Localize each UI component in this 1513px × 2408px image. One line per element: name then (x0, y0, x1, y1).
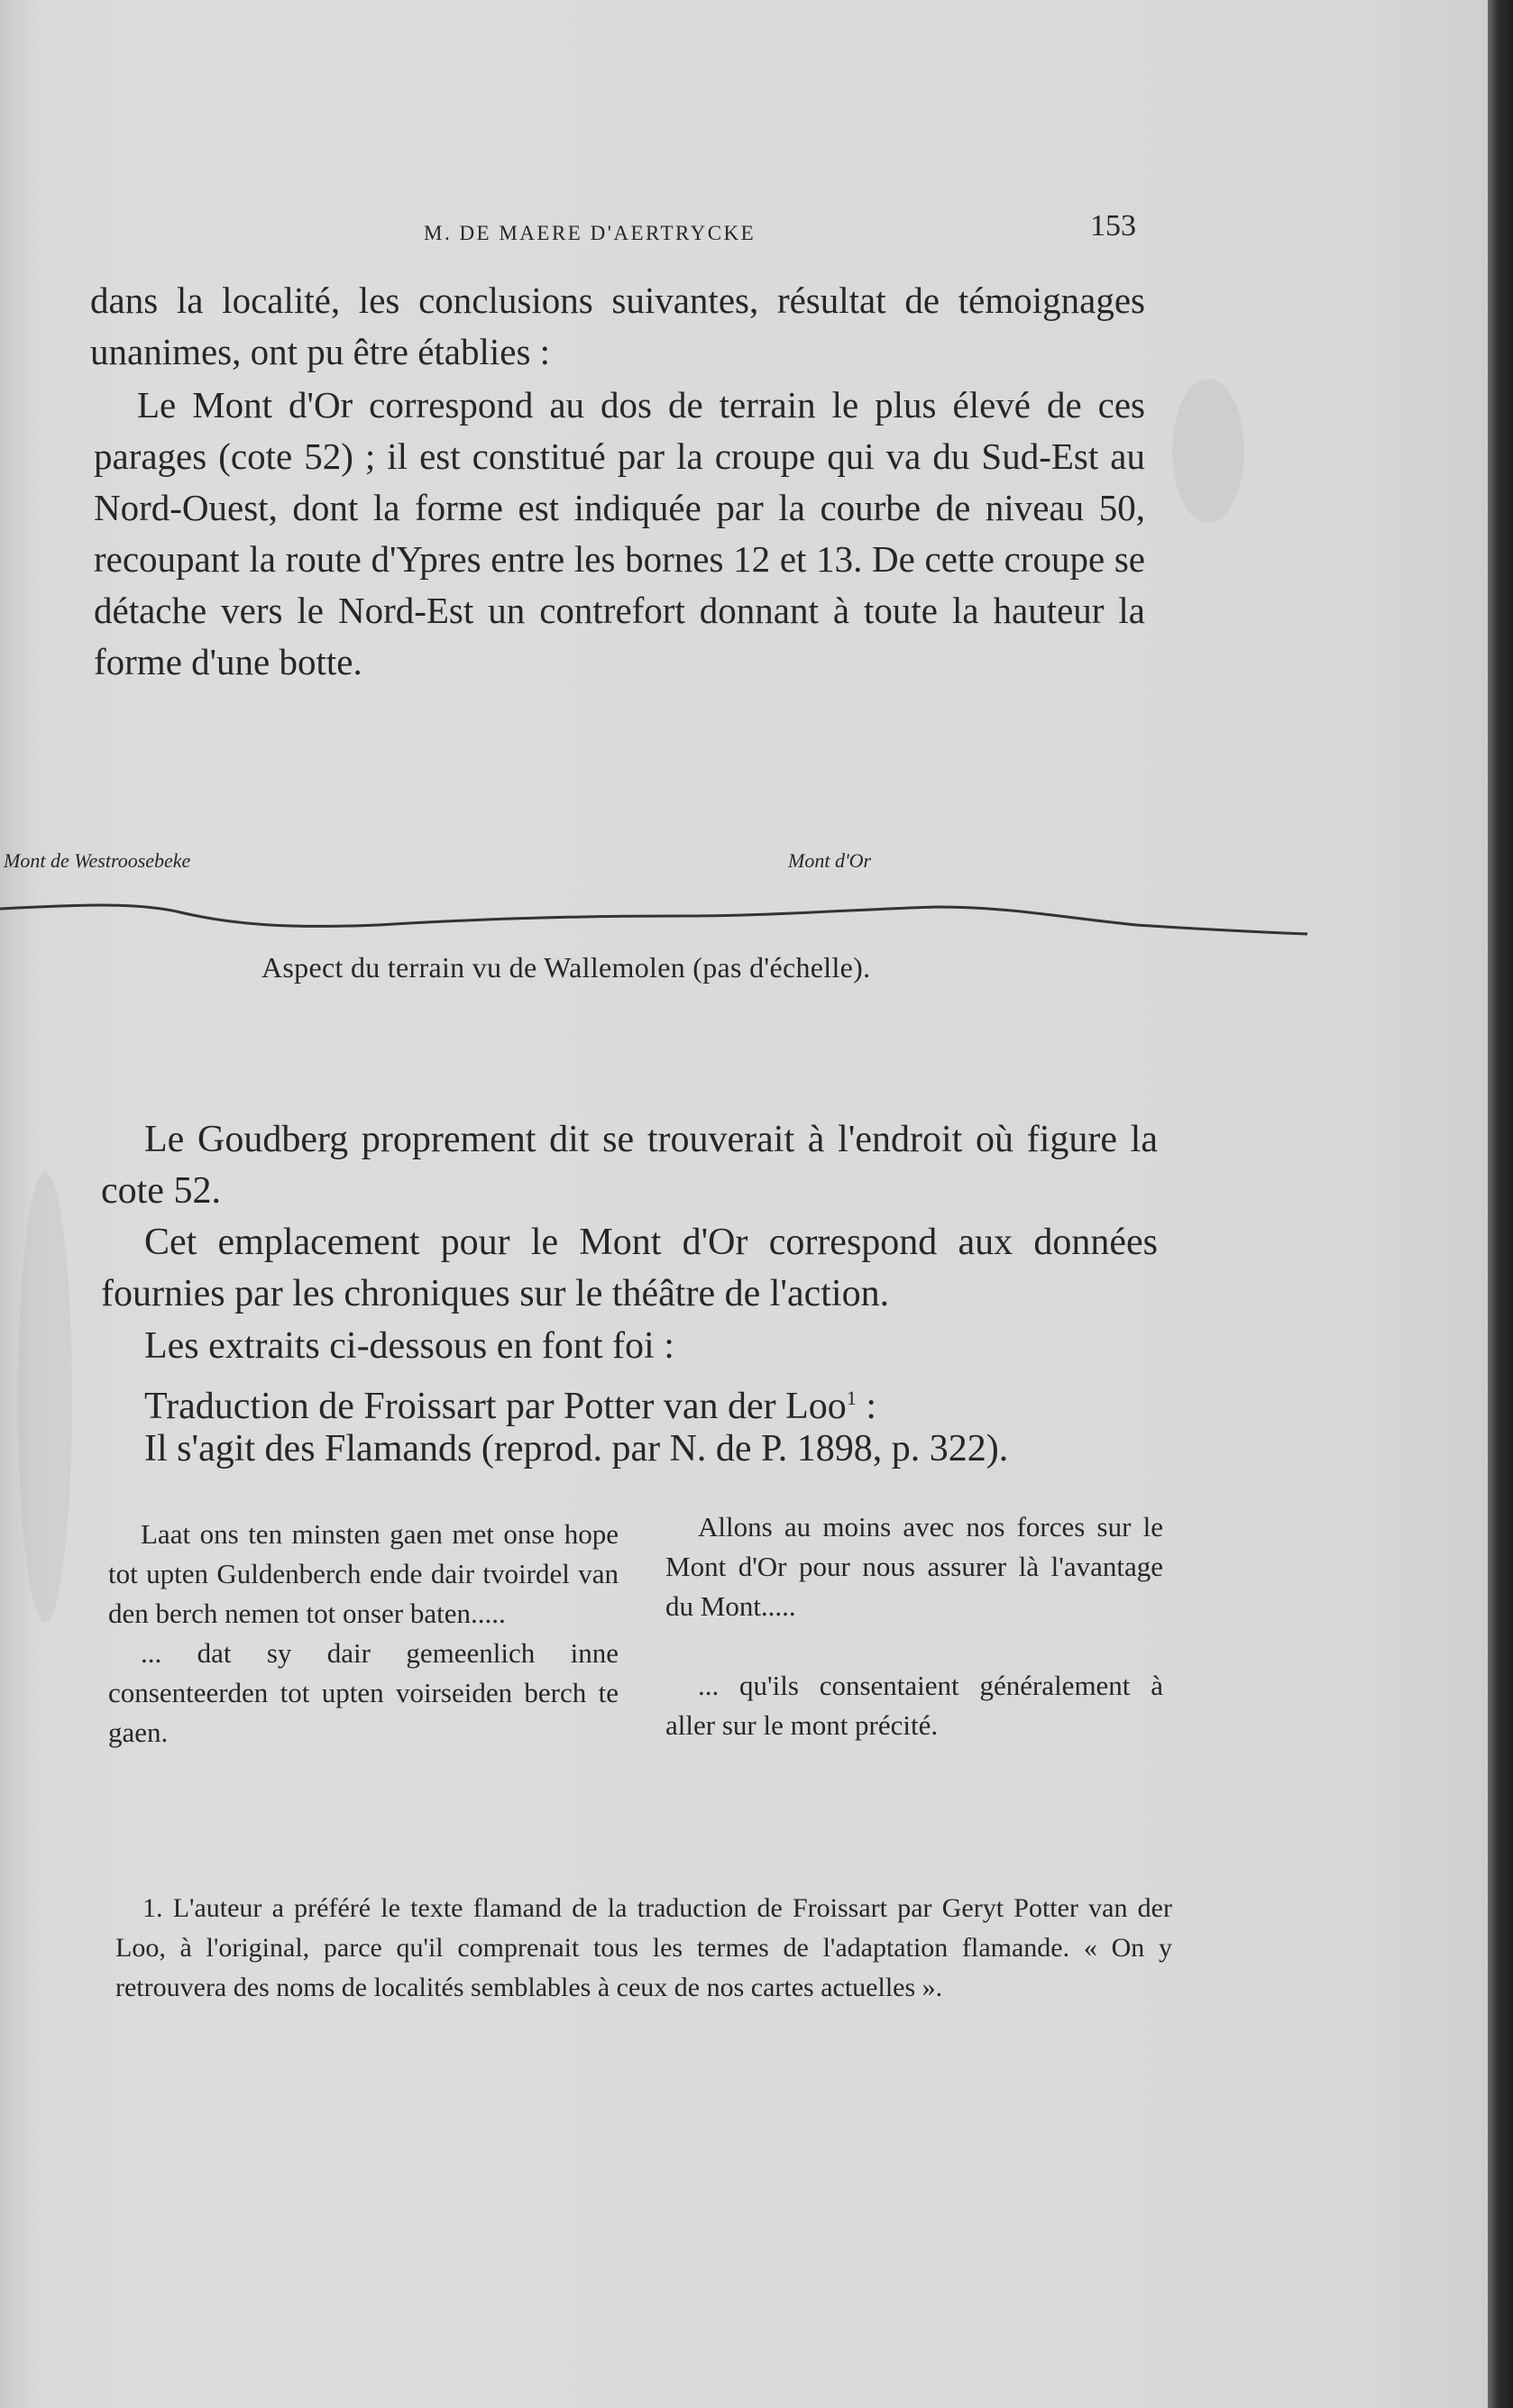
paragraph-goudberg: Le Goudberg proprement dit se trouverait à l'endroit où figure la cote 52. (101, 1119, 1158, 1212)
label-mont-westroosebeke: Mont de Westroosebeke (4, 849, 191, 872)
quote-flemish-1: Laat ons ten minsten gaen met onse hope tot upten Guldenberch ende dair tvoirdel van den berch nemen tot onser baten..... (108, 1518, 619, 1629)
terrain-profile-line (0, 865, 1316, 947)
paragraph-flamands: Il s'agit des Flamands (reprod. par N. de P. 1898, p. 322). (144, 1428, 1009, 1470)
paragraph-emplacement: Cet emplacement pour le Mont d'Or correspond aux données fournies par les chroniques sur le théâtre de l'action. (101, 1222, 1158, 1314)
scan-smudge (18, 1172, 72, 1623)
traduction-text: Traduction de Froissart par Potter van der Loo (144, 1386, 847, 1427)
page-number: 153 (1090, 209, 1136, 243)
paragraph-mont-dor: Le Mont d'Or correspond au dos de terrain le plus élevé de ces parages (cote 52) ; il est constitué par la croupe qui va du Sud-Est au Nord-Ouest, dont la forme est indiquée par la courbe de niveau 50, recoupant la route d'Ypres entre les bornes 12 et 13. De cette croupe se détache vers le Nord-Est un contrefort donnant à toute la hauteur la forme d'une botte. (94, 384, 1145, 682)
paragraph-extraits: Les extraits ci-dessous en font foi : (144, 1325, 674, 1367)
figure-caption: Aspect du terrain vu de Wallemolen (pas d'échelle). (261, 951, 871, 984)
label-mont-dor: Mont d'Or (788, 849, 872, 872)
paragraph-conclusions: dans la localité, les conclusions suivantes, résultat de témoignages unanimes, ont pu être établies : (90, 279, 1145, 372)
quote-french-1: Allons au moins avec nos forces sur le Mont d'Or pour nous assurer là l'avantage du Mont..... (665, 1511, 1163, 1622)
quote-french-column (665, 1507, 1163, 1745)
quote-french-2: ... qu'ils consentaient généralement à aller sur le mont précité. (665, 1670, 1163, 1741)
quote-flemish-column (108, 1515, 619, 1753)
footnote-marker: 1 (846, 1387, 857, 1409)
running-header (90, 209, 1136, 263)
page-edge-shadow (1488, 0, 1513, 2408)
scan-smudge (1172, 379, 1244, 523)
running-title: M. DE MAERE D'AERTRYCKE (424, 222, 756, 244)
footnote: 1. L'auteur a préféré le texte flamand de la traduction de Froissart par Geryt Potter van der Loo, à l'original, parce qu'il comprenait tous les termes de l'adaptation flamande. « On y retrouvera des noms de localités semblables à ceux de nos cartes actuelles ». (115, 1893, 1172, 2002)
quote-flemish-2: ... dat sy dair gemeenlich inne consenteerden tot upten voirseiden berch te gaen. (108, 1637, 619, 1748)
traduction-end: : (856, 1386, 876, 1427)
